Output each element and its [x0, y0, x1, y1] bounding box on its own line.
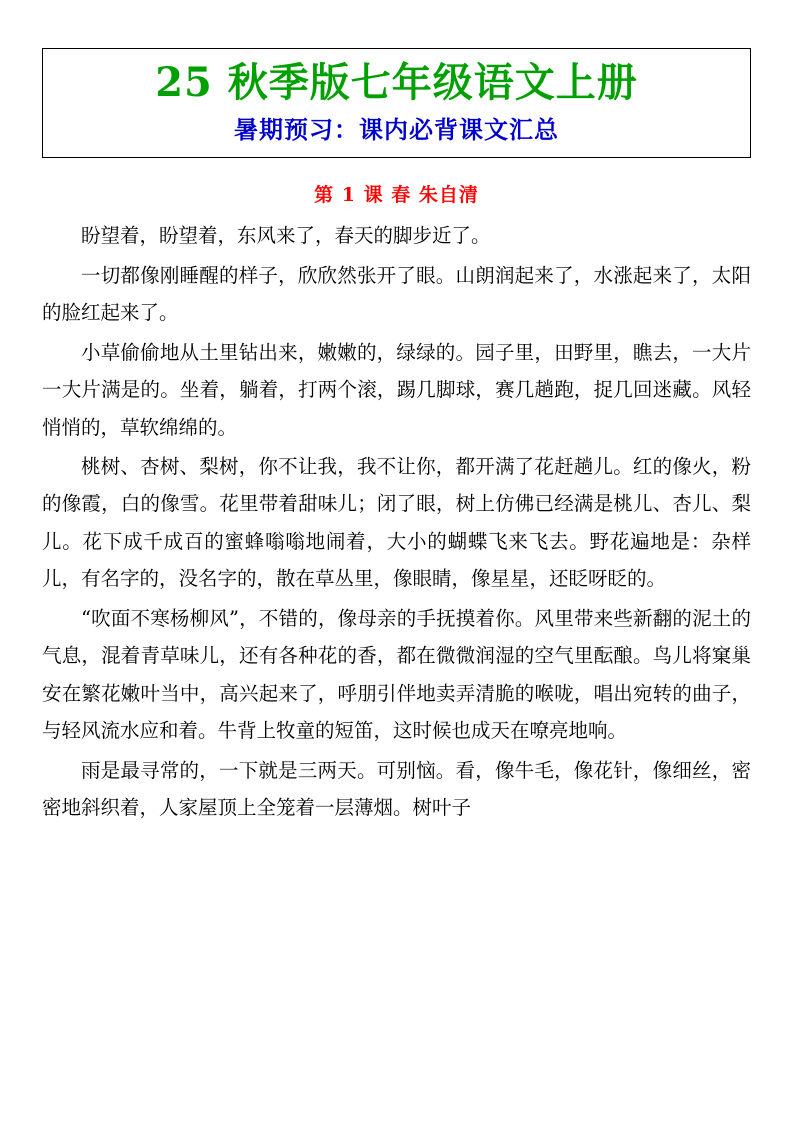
- paragraph: 一切都像刚睡醒的样子，欣欣然张开了眼。山朗润起来了，水涨起来了，太阳的脸红起来了。: [42, 263, 751, 325]
- lesson-heading: 第 1 课 春 朱自清: [314, 184, 479, 207]
- paragraph: 小草偷偷地从土里钻出来，嫩嫩的，绿绿的。园子里，田野里，瞧去，一大片一大片满是的。坐着，躺着，打两个滚，踢几脚球，赛几趟跑，捉几回迷藏。风轻悄悄的，草软绵绵的。: [42, 340, 751, 439]
- title-banner: [42, 48, 751, 158]
- document-subtitle: 暑期预习：课内必背课文汇总: [234, 115, 559, 145]
- paragraph: 雨是最寻常的，一下就是三两天。可别恼。看，像牛毛，像花针，像细丝，密密地斜织着，人家屋顶上全笼着一层薄烟。树叶子: [42, 758, 751, 819]
- lesson-body: [42, 217, 751, 826]
- paragraph: 桃树、杏树、梨树，你不让我，我不让你，都开满了花赶趟儿。红的像火，粉的像霞，白的像雪。花里带着甜味儿；闭了眼，树上仿佛已经满是桃儿、杏儿、梨儿。花下成千成百的蜜蜂嗡嗡地闹着，大小的蝴蝶飞来飞去。野花遍地是：杂样儿，有名字的，没名字的，散在草丛里，像眼睛，像星星，还眨呀眨的。: [42, 455, 751, 591]
- document-title: 25 秋季版七年级语文上册: [155, 59, 638, 106]
- paragraph: “吹面不寒杨柳风”，不错的，像母亲的手抚摸着你。风里带来些新翻的泥土的气息，混着青草味儿，还有各种花的香，都在微微润湿的空气里酝酿。鸟儿将窠巢安在繁花嫩叶当中，高兴起来了，呼朋引伴地卖弄清脆的喉咙，唱出宛转的曲子，与轻风流水应和着。牛背上牧童的短笛，这时候也成天在嘹亮地响。: [42, 606, 751, 743]
- paragraph: 盼望着，盼望着，东风来了，春天的脚步近了。: [81, 224, 491, 248]
